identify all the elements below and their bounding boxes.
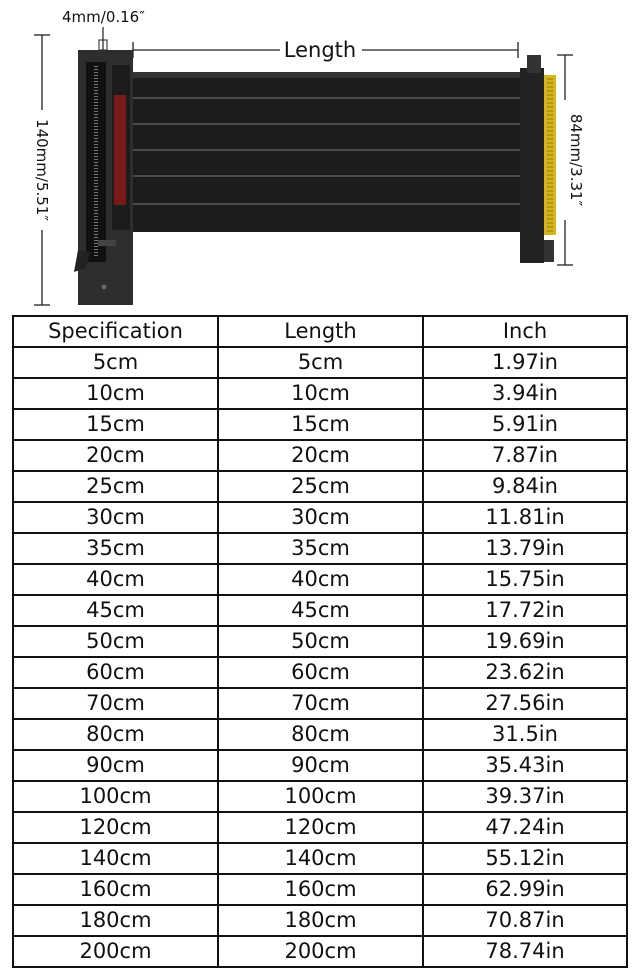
specification-cell: 20cm bbox=[13, 440, 218, 471]
specification-cell: 100cm bbox=[13, 781, 218, 812]
length-cell: 45cm bbox=[218, 595, 423, 626]
ribbon-cable bbox=[133, 72, 525, 232]
inch-cell: 15.75in bbox=[423, 564, 627, 595]
table-row bbox=[13, 750, 627, 781]
spec-table bbox=[12, 315, 628, 968]
column-header-specification: Specification bbox=[13, 316, 218, 347]
length-cell: 15cm bbox=[218, 409, 423, 440]
specification-cell: 35cm bbox=[13, 533, 218, 564]
inch-cell: 27.56in bbox=[423, 688, 627, 719]
inch-cell: 13.79in bbox=[423, 533, 627, 564]
table-row bbox=[13, 595, 627, 626]
length-cell: 70cm bbox=[218, 688, 423, 719]
height-left-dimension-label: 140mm/5.51″ bbox=[33, 119, 51, 221]
table-row bbox=[13, 564, 627, 595]
specification-cell: 60cm bbox=[13, 657, 218, 688]
length-cell: 100cm bbox=[218, 781, 423, 812]
length-cell: 35cm bbox=[218, 533, 423, 564]
specification-cell: 160cm bbox=[13, 874, 218, 905]
length-cell: 90cm bbox=[218, 750, 423, 781]
column-header-inch: Inch bbox=[423, 316, 627, 347]
specification-cell: 15cm bbox=[13, 409, 218, 440]
inch-cell: 23.62in bbox=[423, 657, 627, 688]
specification-cell: 200cm bbox=[13, 936, 218, 967]
specification-cell: 10cm bbox=[13, 378, 218, 409]
inch-cell: 9.84in bbox=[423, 471, 627, 502]
table-row bbox=[13, 440, 627, 471]
inch-cell: 1.97in bbox=[423, 347, 627, 378]
table-row bbox=[13, 409, 627, 440]
length-cell: 60cm bbox=[218, 657, 423, 688]
column-header-length: Length bbox=[218, 316, 423, 347]
specification-cell: 180cm bbox=[13, 905, 218, 936]
length-cell: 10cm bbox=[218, 378, 423, 409]
inch-cell: 11.81in bbox=[423, 502, 627, 533]
inch-cell: 62.99in bbox=[423, 874, 627, 905]
table-row bbox=[13, 626, 627, 657]
specification-cell: 70cm bbox=[13, 688, 218, 719]
length-cell: 5cm bbox=[218, 347, 423, 378]
length-cell: 180cm bbox=[218, 905, 423, 936]
specification-cell: 45cm bbox=[13, 595, 218, 626]
table-row bbox=[13, 347, 627, 378]
table-row bbox=[13, 843, 627, 874]
specification-cell: 120cm bbox=[13, 812, 218, 843]
length-cell: 20cm bbox=[218, 440, 423, 471]
inch-cell: 17.72in bbox=[423, 595, 627, 626]
table-row bbox=[13, 502, 627, 533]
width-dimension-label: 4mm/0.16″ bbox=[62, 8, 145, 26]
length-cell: 160cm bbox=[218, 874, 423, 905]
product-figure bbox=[0, 0, 640, 315]
length-cell: 200cm bbox=[218, 936, 423, 967]
length-cell: 120cm bbox=[218, 812, 423, 843]
inch-cell: 5.91in bbox=[423, 409, 627, 440]
table-row bbox=[13, 812, 627, 843]
table-row bbox=[13, 719, 627, 750]
length-cell: 30cm bbox=[218, 502, 423, 533]
inch-cell: 31.5in bbox=[423, 719, 627, 750]
length-cell: 25cm bbox=[218, 471, 423, 502]
specification-cell: 140cm bbox=[13, 843, 218, 874]
length-cell: 140cm bbox=[218, 843, 423, 874]
inch-cell: 70.87in bbox=[423, 905, 627, 936]
table-row bbox=[13, 905, 627, 936]
specification-cell: 25cm bbox=[13, 471, 218, 502]
table-row bbox=[13, 874, 627, 905]
table-row bbox=[13, 936, 627, 967]
length-dimension-label: Length bbox=[283, 38, 357, 62]
table-row bbox=[13, 688, 627, 719]
table-row bbox=[13, 471, 627, 502]
specification-cell: 5cm bbox=[13, 347, 218, 378]
height-right-dimension-label: 84mm/3.31″ bbox=[567, 113, 585, 207]
specification-cell: 40cm bbox=[13, 564, 218, 595]
table-row bbox=[13, 781, 627, 812]
specification-cell: 80cm bbox=[13, 719, 218, 750]
table-row bbox=[13, 378, 627, 409]
inch-cell: 19.69in bbox=[423, 626, 627, 657]
inch-cell: 3.94in bbox=[423, 378, 627, 409]
length-cell: 50cm bbox=[218, 626, 423, 657]
length-cell: 40cm bbox=[218, 564, 423, 595]
inch-cell: 47.24in bbox=[423, 812, 627, 843]
inch-cell: 39.37in bbox=[423, 781, 627, 812]
length-cell: 80cm bbox=[218, 719, 423, 750]
table-header-row bbox=[13, 316, 627, 347]
table-row bbox=[13, 657, 627, 688]
riser-slot-connector bbox=[74, 50, 133, 305]
inch-cell: 55.12in bbox=[423, 843, 627, 874]
specification-cell: 30cm bbox=[13, 502, 218, 533]
inch-cell: 7.87in bbox=[423, 440, 627, 471]
specification-cell: 50cm bbox=[13, 626, 218, 657]
riser-male-connector bbox=[520, 55, 556, 263]
table-row bbox=[13, 533, 627, 564]
inch-cell: 78.74in bbox=[423, 936, 627, 967]
specification-cell: 90cm bbox=[13, 750, 218, 781]
inch-cell: 35.43in bbox=[423, 750, 627, 781]
